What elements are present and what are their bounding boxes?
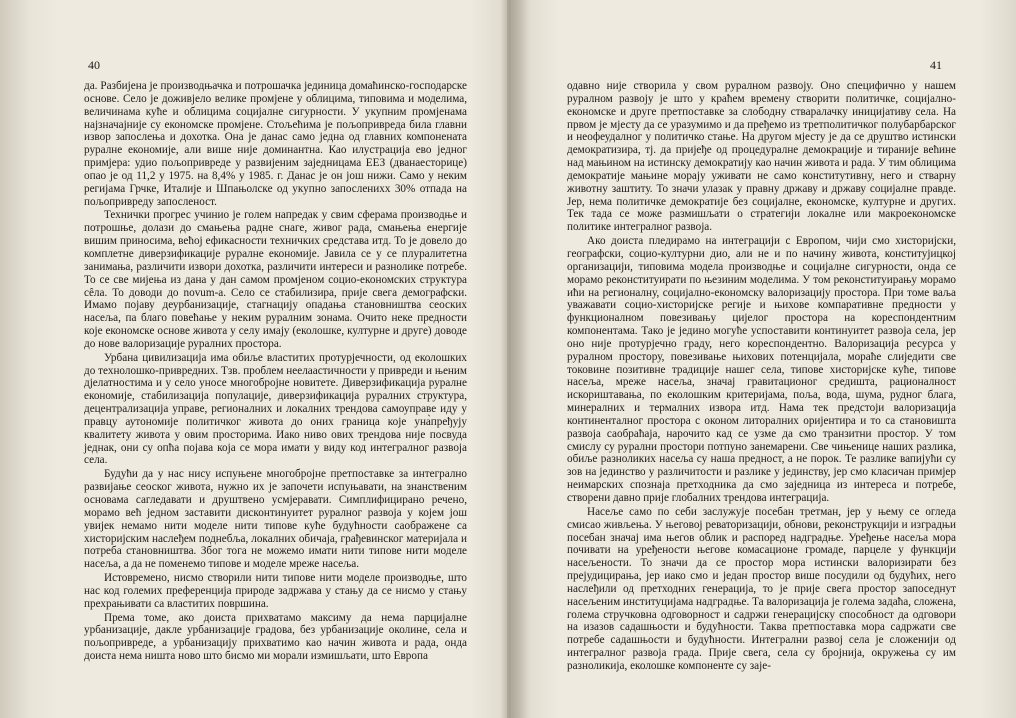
page-number-left: 40 [88, 58, 100, 72]
paragraph: Према томе, ако доиста прихватамо максиму да нема парцијалне урбанизације, дакле урбанизације градова, без урбанизације околине, села и пољопривреде, а урбанизацију прихватимо као начин живота и рада, онда доиста нема ништа ново што бисмо ми морали измишљати, што Европа [84, 611, 467, 663]
paragraph: Урбана цивилизација има обиље властитих протурјечности, од еколошких до технолошко-привредних. Тзв. проблем неелаастичности у привреди и њеним дјелатностима и у село уносе многобројне новитете. Диверзификација руралне економије, стабилизација популације, диверзификација руралних структура, децентрализација управе, регионалних и локалних трендова самоуправе иду у правцу аутономије политичког живота до оних граница које уна̀пређују квалитету живота у овим просторима. Иако ниво ових трендова није посвуда једнак, они су опћа појава која се мора имати у виду код интегралног развоја села. [84, 351, 467, 467]
paragraph: Технички прогрес учинио је голем напредак у свим сферама производње и потрошње, долази до смањења радне снаге, живог рада, смањења енергије вишим приносима, већој ефикасности техничких средстава итд. То је довело до комплетне диверзификације руралне економије. Јавила се у ce плуралитетна занимања, различити извори дохотка, различити интереси и разнолике потребе. То се све мијења из дана у дан самом промјеном социо-економских структура сêла. То доводи до novum-a. Село се стабилизира, прије свега демографски. Имамо појаву деурбанизације, стагнацију опадања становништва сеоских насеља, па благо повећање у неким руралним зонама. Очито неке предности које економске основе живота у селу имају (еколошке, културне и друге) доводе до нове валоризације руралних простора. [84, 209, 467, 350]
right-page-text [567, 80, 956, 673]
paragraph: да. Разбијена је производњачка и потрошачка јединица домаћинско-господарске основе. Село је доживјело велике промјене у облицима, типовима и моделима, величинама куће и облицима социјалне сигурности. У укупним промјенама најзначајније су економске промјене. Стољећима је пољопривреда била главни извор запослења и дохотка. Она је данас само једна од главних компонената руралне економије, али више није доминантна. Као илустрација ево једног примјера: удио пољопривреде у развијеним заједницама ЕЕЗ (дванаесторице) опао је од 11,2 у 1975. на 8,4% у 1985. г. Данас је он још нижи. Само у неким регијама Грчке, Италије и Шпањолске од укупно запосленихх 30% отпада на пољопривреду запосленост. [84, 80, 467, 208]
right-page [511, 0, 1016, 718]
page-number-right: 41 [930, 58, 942, 72]
paragraph: одавно није створила у свом руралном развоју. Оно специфично у нашем руралном развоју је што у краћем времену створити политичке, социјално-економске и друге претпоставке за слободну стваралачку иницијативу села. На првом је мјесту да се уразумимо и да пређемо из третполитичког полубарбарског и неофеудалног у политичко стање. На другом мјесту је да се друштво истински демократизира, тј. да пријеђе од процедуралне демокрације и тираније већине над мањином на истинску демократију као начин живота и рада. У тим облицима демократије мањине морају уживати не само конститутивну, него и стварну животну заштиту. То значи улазак у правну државу и државу социјалне правде. Јер, нема политичке демократије без социјалне, економске, културне и других. Тек тада се може размишљати о стратегији локалне или макроекономске политике интегралног развоја. [567, 80, 956, 234]
paragraph: Насеље само по себи заслужује посебан третман, јер у њему се огледа смисао живљења. У његовој реваторизацији, обнови, реконструкцији и изградњи посебан значај има његов облик и распоред надградње. Уређење насеља мора почивати на уређености његове комасационе громаде, парцеле у функцији насељености. То значи да се простор мора истински валоризирати без прејудицирања, јер иако смо и један простор више посудили од будућих, него наслеђили од претходних генерација, то је прије свега простор запоседнут насељеним институцијама надградње. Та валоризација је голема задаћа, сложена, голема стручковна одговорност и садржи генерацијску способност да одговори на изазов садашњости и будућности. Таква претпоставка мора садржати све потребе садашњости и будућности. Интегрални развој села је сложенији од интегралног развоја града. Прије свега, села су бројнија, окружења су им разноликија, еколошке компоненте су зајe- [567, 505, 956, 672]
paragraph: Истовремено, нисмо створили нити типове нити моделе производње, што нас код големих преференција природе задржава у стању да се нисмо у стању прехрањивати са властитих површина. [84, 572, 467, 610]
left-page-text [84, 80, 467, 663]
paragraph: Ако доиста пледирамо на интеграцији с Европом, чији смо хисторијски, географски, социо-културни дио, али не и по начину живота, конститујицкој организацији, типовима модела производње и социјалне сигурности, онда се морамо реконституирати по њезиним моделима. У том реконституирању морамо ићи на регионалну, социјално-економску валоризацију простора. При томе ваља уважавати социо-хисторијске регије и њихове компаративне предности у функционалном повезивању цијелог простора на кореспондентним компонентама. Тако је једино могуће успоставити континуитет развоја села, јер оно није протурјечно граду, него кореспондентно. Валоризација ресурса у руралном простору, повезивање њихових потенцијала, мораће слиједити све токовине позитивне традиције нашег села, типове хисторијске куће, типове насеља, мреже насеља, значај гравитационог средишта, рационалност искориштавања, по еколошким критеријама, поља, вода, шума, рудног блага, минералних и термалних извора итд. Нама тек предстоји валоризација континенталног простора с оконом литоралних оријентира и то са становишта развоја саобраћаја, нарочито кад се узме да смо транзитни простор. У том смислу су рурални простори потпуно занемарени. Све чињенице наших разлика, обиље разноликих насеља су наша предност, а не порок. Те разлике вапијући су зов на јединство у различитости и разлике у јединству, јер смо класичан примјер неимарских спознаја претходника да смо заједница из интереса и потребе, створени давно прије глобалних трендова интеграција. [567, 235, 956, 504]
paragraph: Будући да у нас нису испуњене многобројне претпоставке за интегрално развијање сеоског живота, нужно их је започети испуњавати, на знанственим основама сагледавати и друштвено усмјеравати. Симплифицирано речено, морамо већ једном заставити дисконтинуитет руралног развоја у којем још увијек немамо нити моделе нити типове куће будућности саображене са хисторијским наслеђем поднебља, локалних обичаја, грађевинског материјала и потреба становништва. Због тога не можемо имати нити типове нити моделе насеља, а да не поменемо типове и моделе мреже насеља. [84, 468, 467, 571]
